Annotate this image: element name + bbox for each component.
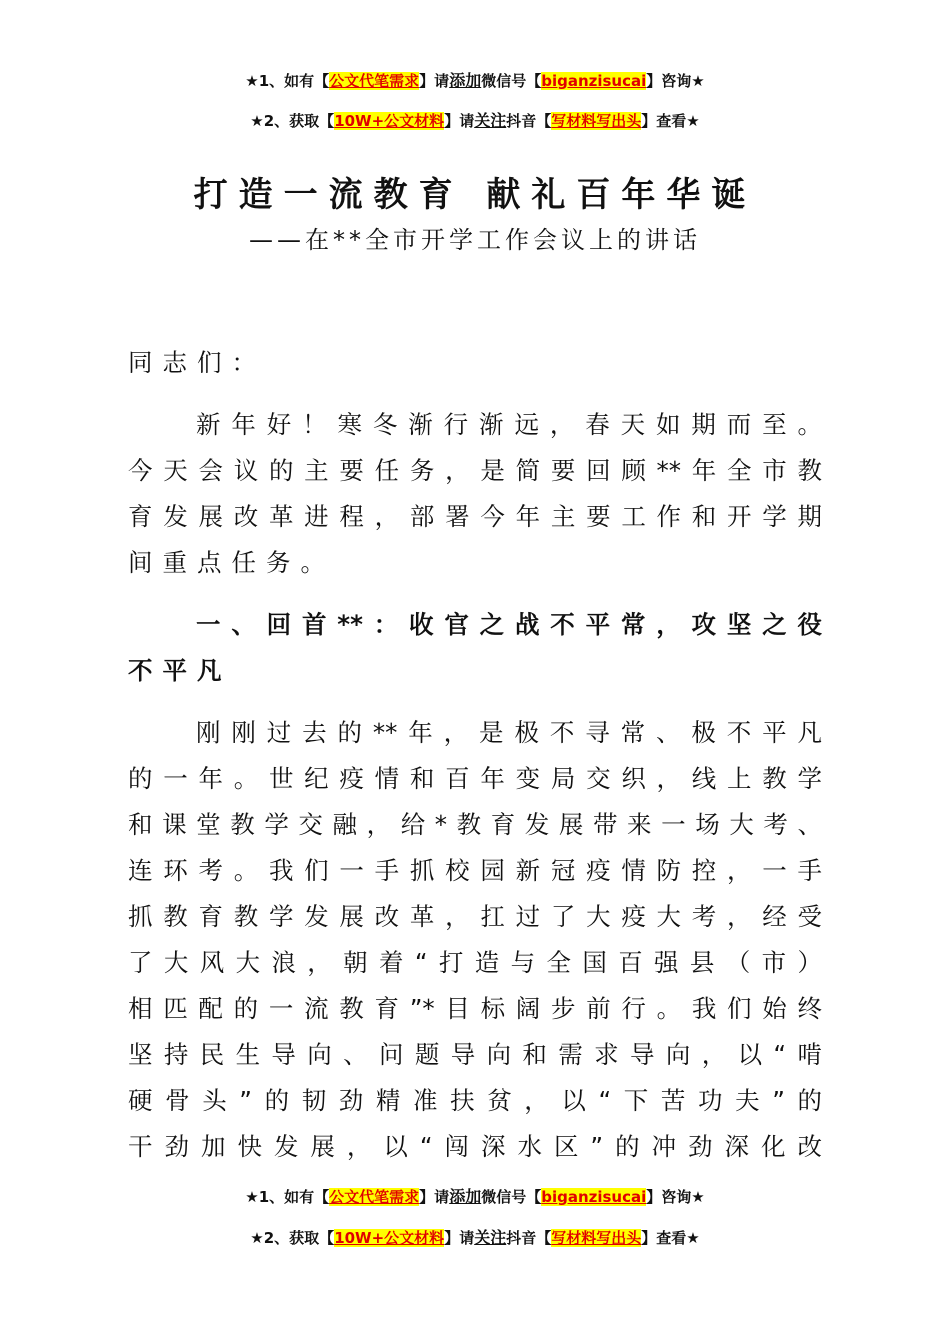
promo-highlight: 公文代笔需求 <box>329 72 420 90</box>
footer-promo-line-2 <box>0 1227 950 1249</box>
promo-highlight: biganzisucai <box>541 72 647 90</box>
promo-text: 】请 <box>419 1188 450 1206</box>
promo-highlight: 10W+公文材料 <box>334 112 445 130</box>
promo-text: 微信号【 <box>481 1188 542 1206</box>
paragraph-line: 相匹配的一流教育”*目标阔步前行。我们始终 <box>128 994 822 1023</box>
paragraph-line: 的一年。世纪疫情和百年变局交织，线上教学 <box>128 764 822 793</box>
promo-text: ★1、如有【 <box>245 72 330 90</box>
header-promo-line-1 <box>0 70 950 92</box>
document-title: 打造一流教育 献礼百年华诞 <box>193 175 757 215</box>
footer-promo-line-1 <box>0 1186 950 1208</box>
promo-highlight: 写材料写出头 <box>551 1229 642 1247</box>
paragraph-line: 刚刚过去的**年，是极不寻常、极不平凡 <box>196 718 822 747</box>
promo-text: 微信号【 <box>481 72 542 90</box>
promo-text: 抖音【 <box>506 112 552 130</box>
promo-text: 】请 <box>419 72 450 90</box>
salutation: 同志们： <box>128 348 266 377</box>
promo-highlight: biganzisucai <box>541 1188 647 1206</box>
document-subtitle: ——在**全市开学工作会议上的讲话 <box>249 226 701 254</box>
section-heading: 不平凡 <box>128 656 232 685</box>
promo-underline: 关注 <box>474 1228 507 1247</box>
paragraph-line: 间重点任务。 <box>128 548 335 577</box>
promo-underline: 添加 <box>449 71 482 90</box>
promo-text: ★2、获取【 <box>250 112 335 130</box>
promo-underline: 关注 <box>474 111 507 130</box>
promo-text: 】咨询★ <box>646 72 705 90</box>
paragraph-line: 硬骨头”的韧劲精准扶贫，以“下苦功夫”的 <box>128 1086 822 1115</box>
promo-highlight: 公文代笔需求 <box>329 1188 420 1206</box>
section-heading: 一、回首**：收官之战不平常，攻坚之役 <box>196 610 822 639</box>
paragraph-line: 了大风大浪，朝着“打造与全国百强县（市） <box>128 948 822 977</box>
promo-text: 】查看★ <box>641 112 700 130</box>
promo-text: ★2、获取【 <box>250 1229 335 1247</box>
promo-highlight: 10W+公文材料 <box>334 1229 445 1247</box>
promo-highlight: 写材料写出头 <box>551 112 642 130</box>
paragraph-line: 新年好！寒冬渐行渐远，春天如期而至。 <box>196 410 822 439</box>
promo-text: 】请 <box>444 112 475 130</box>
promo-text: 】咨询★ <box>646 1188 705 1206</box>
paragraph-line: 坚持民生导向、问题导向和需求导向，以“啃 <box>128 1040 822 1069</box>
paragraph-line: 连环考。我们一手抓校园新冠疫情防控，一手 <box>128 856 822 885</box>
paragraph-line: 抓教育教学发展改革，扛过了大疫大考，经受 <box>128 902 822 931</box>
paragraph-line: 和课堂教学交融，给*教育发展带来一场大考、 <box>128 810 822 839</box>
promo-underline: 添加 <box>449 1187 482 1206</box>
paragraph-line: 今天会议的主要任务，是简要回顾**年全市教 <box>128 456 822 485</box>
promo-text: 】请 <box>444 1229 475 1247</box>
paragraph-line: 干劲加快发展，以“闯深水区”的冲劲深化改 <box>128 1132 822 1161</box>
promo-text: ★1、如有【 <box>245 1188 330 1206</box>
header-promo-line-2 <box>0 110 950 132</box>
paragraph-line: 育发展改革进程，部署今年主要工作和开学期 <box>128 502 822 531</box>
promo-text: 】查看★ <box>641 1229 700 1247</box>
promo-text: 抖音【 <box>506 1229 552 1247</box>
